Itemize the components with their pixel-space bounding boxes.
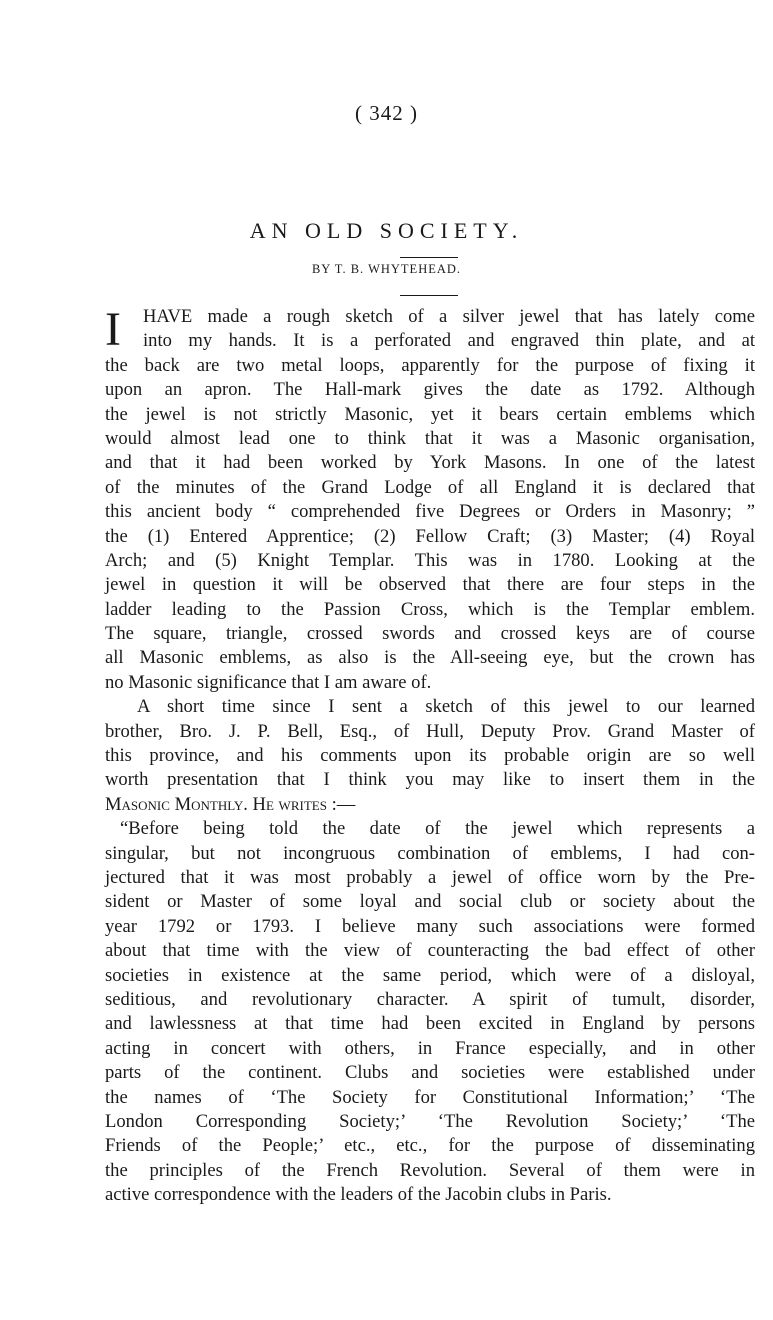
title-divider (400, 257, 458, 258)
body-line: ladder leading to the Passion Cross, which is the Templar emblem. (105, 598, 755, 620)
body-line: the (1) Entered Apprentice; (2) Fellow Craft; (3) Master; (4) Royal (105, 525, 755, 547)
body-line: would almost lead one to think that it was a Masonic organisation, (105, 427, 755, 449)
body-line: jewel in question it will be observed that there are four steps in the (105, 574, 755, 596)
body-line: into my hands. It is a perforated and engraved thin plate, and at (143, 330, 755, 352)
body-line: year 1792 or 1793. I believe many such associations were formed (105, 915, 755, 937)
body-line: HAVE made a rough sketch of a silver jewel that has lately come (143, 306, 755, 327)
body-line: this province, and his comments upon its probable origin are so well (105, 745, 755, 767)
body-line: parts of the continent. Clubs and societies were established under (105, 1062, 755, 1084)
drop-cap: I (105, 303, 121, 356)
body-line: the names of ‘The Society for Constitutional Information;’ ‘The (105, 1086, 755, 1108)
body-line: all Masonic emblems, as also is the All-seeing eye, but the crown has (105, 647, 755, 669)
body-line: the back are two metal loops, apparently for the purpose of fixing it (105, 354, 755, 376)
body-line: active correspondence with the leaders of the Jacobin clubs in Paris. (105, 1184, 612, 1206)
body-line: “Before being told the date of the jewel which represents a (120, 818, 755, 840)
body-line: London Corresponding Society;’ ‘The Revolution Society;’ ‘The (105, 1110, 755, 1132)
body-line: upon an apron. The Hall-mark gives the date as 1792. Although (105, 379, 755, 401)
body-line: this ancient body “ comprehended five Degrees or Orders in Masonry; ” (105, 501, 755, 523)
article-body (105, 305, 755, 1207)
body-line: A short time since I sent a sketch of this jewel to our learned (137, 696, 755, 718)
body-line: about that time with the view of counteracting the bad effect of other (105, 940, 755, 962)
body-line: worth presentation that I think you may like to insert them in the (105, 769, 755, 791)
body-line: the jewel is not strictly Masonic, yet it bears certain emblems which (105, 403, 755, 425)
body-line: and lawlessness at that time had been excited in England by persons (105, 1013, 755, 1035)
article-title: AN OLD SOCIETY. (249, 218, 524, 243)
body-line: and that it had been worked by York Masons. In one of the latest (105, 452, 755, 474)
body-line: Arch; and (5) Knight Templar. This was in 1780. Looking at the (105, 549, 755, 571)
body-line: brother, Bro. J. P. Bell, Esq., of Hull, Deputy Prov. Grand Master of (105, 720, 755, 742)
body-line: societies in existence at the same period, which were of a disloyal, (105, 964, 755, 986)
body-line: the principles of the French Revolution. Several of them were in (105, 1159, 755, 1181)
body-line: The square, triangle, crossed swords and crossed keys are of course (105, 623, 755, 645)
page-number: ( 342 ) (355, 101, 418, 125)
body-line: acting in concert with others, in France especially, and in other (105, 1037, 755, 1059)
article-byline: BY T. B. WHYTEHEAD. (311, 262, 462, 276)
body-line: of the minutes of the Grand Lodge of all England it is declared that (105, 476, 755, 498)
byline-divider (400, 295, 458, 296)
body-line: Masonic Monthly. He writes :— (105, 793, 356, 815)
body-line: Friends of the People;’ etc., etc., for the purpose of disseminating (105, 1135, 755, 1157)
body-line: singular, but not incongruous combination of emblems, I had con- (105, 842, 755, 864)
body-line: seditious, and revolutionary character. A spirit of tumult, disorder, (105, 988, 755, 1010)
body-line: jectured that it was most probably a jewel of office worn by the Pre- (105, 866, 755, 888)
body-line: sident or Master of some loyal and social club or society about the (105, 891, 755, 913)
body-line: no Masonic significance that I am aware of. (105, 671, 432, 693)
